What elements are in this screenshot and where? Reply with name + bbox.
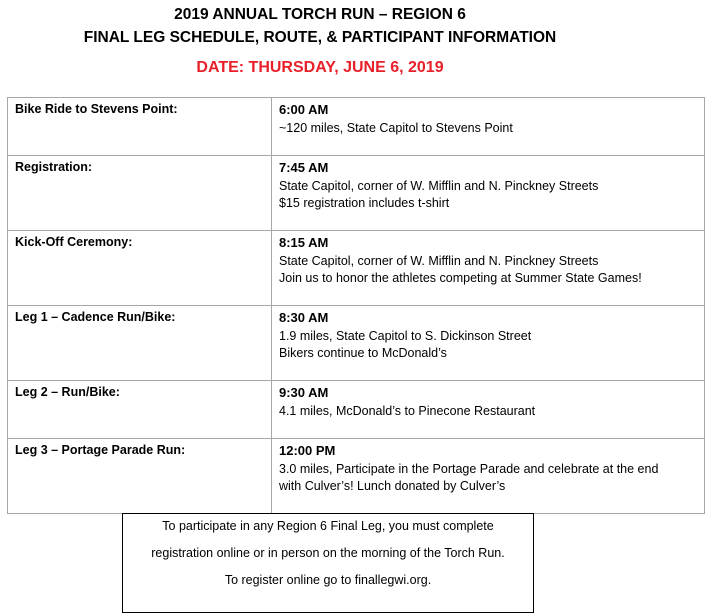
event-detail: Bikers continue to McDonald’s — [279, 346, 447, 360]
event-name: Leg 1 – Cadence Run/Bike: — [8, 306, 272, 381]
event-info — [272, 306, 705, 381]
event-info — [272, 98, 705, 156]
document-title: 2019 ANNUAL TORCH RUN – REGION 6 — [174, 6, 466, 23]
table-row — [8, 156, 705, 231]
event-name: Registration: — [8, 156, 272, 231]
event-info — [272, 231, 705, 306]
event-detail: 3.0 miles, Participate in the Portage Parade and celebrate at the end — [279, 462, 659, 476]
event-time: 9:30 AM — [279, 385, 329, 400]
event-name: Bike Ride to Stevens Point: — [8, 98, 272, 156]
notice-line: To register online go to finallegwi.org. — [224, 573, 432, 587]
event-detail: State Capitol, corner of W. Mifflin and N. Pinckney Streets — [279, 179, 599, 193]
table-row — [8, 98, 705, 156]
document-subtitle: FINAL LEG SCHEDULE, ROUTE, & PARTICIPANT INFORMATION — [83, 29, 557, 46]
event-name: Kick-Off Ceremony: — [8, 231, 272, 306]
event-time: 8:30 AM — [279, 310, 329, 325]
event-time: 12:00 PM — [279, 443, 336, 458]
event-name: Leg 3 – Portage Parade Run: — [8, 439, 272, 514]
event-time: 7:45 AM — [279, 160, 329, 175]
event-info — [272, 381, 705, 439]
event-time: 8:15 AM — [279, 235, 329, 250]
schedule-table — [7, 97, 705, 514]
table-row — [8, 306, 705, 381]
event-name: Leg 2 – Run/Bike: — [8, 381, 272, 439]
event-info — [272, 156, 705, 231]
event-detail: State Capitol, corner of W. Mifflin and N. Pinckney Streets — [279, 254, 599, 268]
event-detail: with Culver’s! Lunch donated by Culver’s — [279, 479, 506, 493]
event-detail: $15 registration includes t-shirt — [279, 196, 450, 210]
registration-notice-box — [122, 513, 534, 613]
notice-line: To participate in any Region 6 Final Leg, you must complete — [162, 519, 494, 533]
event-time: 6:00 AM — [279, 102, 329, 117]
table-row — [8, 381, 705, 439]
table-row — [8, 439, 705, 514]
table-row — [8, 231, 705, 306]
event-detail: ~120 miles, State Capitol to Stevens Point — [279, 121, 513, 135]
event-info — [272, 439, 705, 514]
event-detail: Join us to honor the athletes competing at Summer State Games! — [279, 271, 642, 285]
event-detail: 1.9 miles, State Capitol to S. Dickinson Street — [279, 329, 532, 343]
event-detail: 4.1 miles, McDonald’s to Pinecone Restaurant — [279, 404, 536, 418]
notice-line: registration online or in person on the morning of the Torch Run. — [151, 546, 505, 560]
event-date: DATE: THURSDAY, JUNE 6, 2019 — [196, 59, 444, 76]
